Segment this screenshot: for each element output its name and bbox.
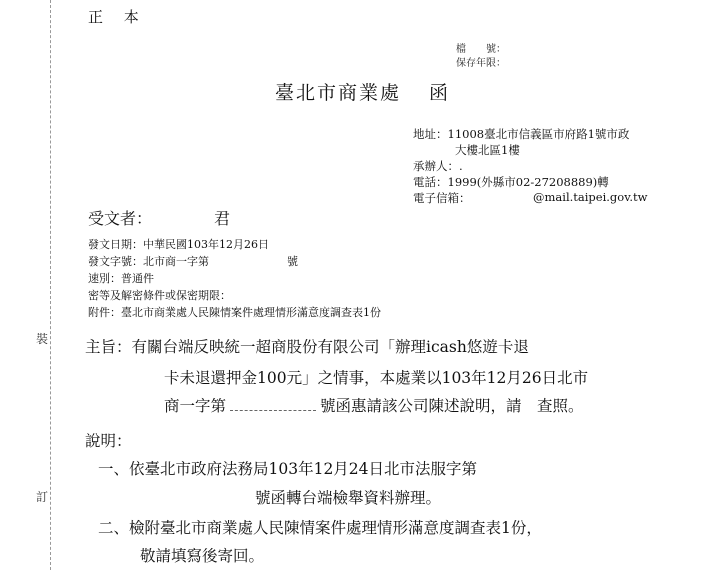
issuing-organization: 臺北市商業處 [275, 82, 402, 104]
subject-line-2: 卡未退還押金100元」之情事，本處業以103年12月26日北市 [164, 369, 589, 387]
recipient-suffix: 君 [214, 209, 231, 228]
subject-number-redacted [230, 400, 316, 411]
secrecy-level: 密等及解密條件或保密期限： [88, 289, 231, 302]
explanation-item-1-line-2: 號函轉台端檢舉資料辦理。 [255, 489, 442, 507]
subject-line-3 [164, 399, 584, 415]
retention-period-label: 保存年限： [456, 58, 506, 69]
issue-date: 發文日期：中華民國103年12月26日 [88, 238, 269, 251]
delivery-speed: 速別：普通件 [88, 272, 154, 285]
binding-mark-zhuang: 裝 [36, 332, 49, 346]
binding-line [50, 0, 51, 570]
explanation-item-1-line-1: 一、依臺北市政府法務局103年12月24日北市法服字第 [98, 460, 478, 478]
handler: 承辦人：. [413, 159, 463, 173]
subject-line-3-prefix: 商一字第 [164, 397, 227, 415]
attachment: 附件：臺北市商業處人民陳情案件處理情形滿意度調查表1份 [88, 306, 381, 319]
explanation-item-2-line-2: 敬請填寫後寄回。 [140, 547, 265, 565]
document-title [275, 78, 450, 105]
address-line-1: 地址：11008臺北市信義區市府路1號市政 [413, 127, 630, 141]
explanation-item-2-line-1: 二、檢附臺北市商業處人民陳情案件處理情形滿意度調查表1份， [98, 519, 542, 537]
email-address: @mail.taipei.gov.tw [533, 190, 648, 204]
document-number-suffix: 號 [287, 255, 298, 268]
recipient-label: 受文者： [88, 209, 153, 228]
binding-mark-ding: 訂 [36, 490, 49, 504]
document-number-prefix: 發文字號：北市商一字第 [88, 255, 209, 268]
document-type: 函 [429, 82, 451, 104]
address-line-2: 大樓北區1樓 [455, 143, 520, 157]
phone: 電話：1999(外縣市02-27208889)轉 [413, 175, 609, 189]
original-copy-mark: 正 本 [88, 8, 147, 26]
subject-line-1: 主旨：有關台端反映統一超商股份有限公司「辦理icash悠遊卡退 [85, 338, 529, 356]
email-label: 電子信箱： [413, 191, 471, 205]
subject-line-3-suffix: 號函惠請該公司陳述說明，請 查照。 [320, 397, 584, 415]
file-number-label: 檔 號： [456, 44, 506, 55]
recipient [88, 206, 230, 229]
document-number [88, 253, 298, 269]
explanation-label: 說明： [85, 432, 132, 450]
